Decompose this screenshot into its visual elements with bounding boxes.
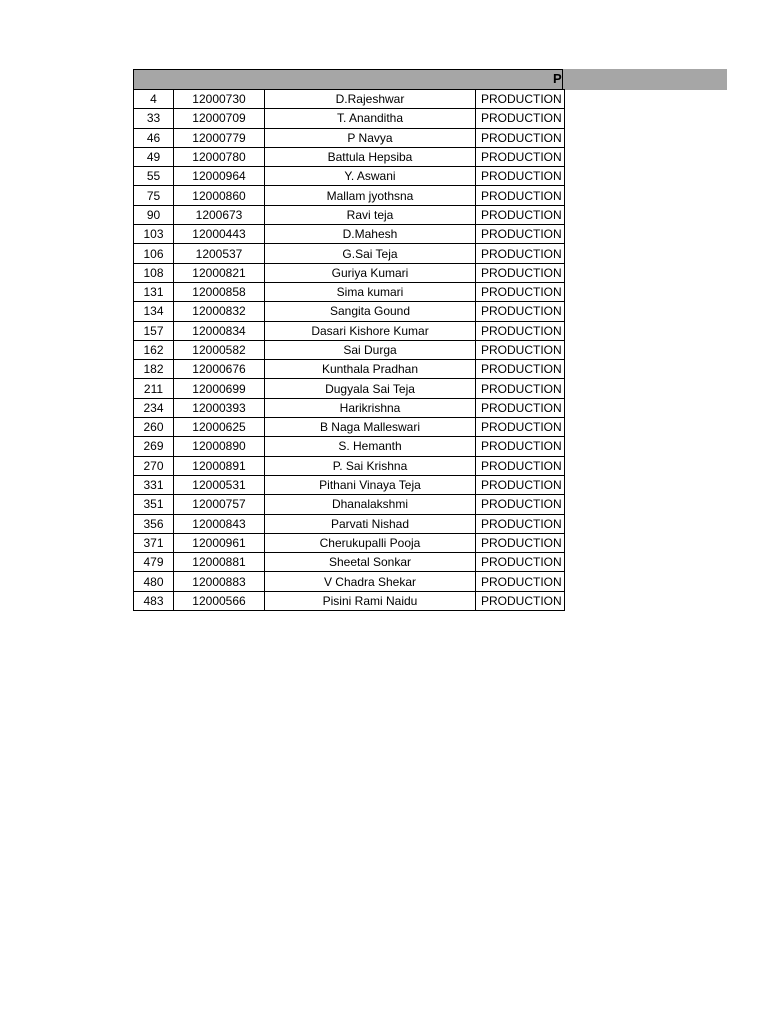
department-cell: PRODUCTION	[476, 340, 565, 359]
employee-name-cell: D.Mahesh	[265, 225, 476, 244]
row-number-cell: 33	[134, 109, 174, 128]
row-number-cell: 46	[134, 128, 174, 147]
table-row	[134, 340, 565, 359]
table-row	[134, 572, 565, 591]
employee-id-cell: 12000890	[174, 437, 265, 456]
row-number-cell: 162	[134, 340, 174, 359]
row-number-cell: 234	[134, 398, 174, 417]
row-number-cell: 131	[134, 282, 174, 301]
department-cell: PRODUCTION	[476, 128, 565, 147]
table-row	[134, 321, 565, 340]
employee-name-cell: G.Sai Teja	[265, 244, 476, 263]
table-row	[134, 591, 565, 610]
employee-id-cell: 12000891	[174, 456, 265, 475]
table-body	[134, 90, 565, 611]
employee-name-cell: Sheetal Sonkar	[265, 553, 476, 572]
table-row	[134, 147, 565, 166]
employee-name-cell: P. Sai Krishna	[265, 456, 476, 475]
table-row	[134, 533, 565, 552]
department-cell: PRODUCTION	[476, 186, 565, 205]
department-cell: PRODUCTION	[476, 591, 565, 610]
employee-id-cell: 12000961	[174, 533, 265, 552]
employee-id-cell: 12000443	[174, 225, 265, 244]
row-number-cell: 260	[134, 418, 174, 437]
employee-id-cell: 12000566	[174, 591, 265, 610]
table-row	[134, 225, 565, 244]
employee-id-cell: 12000582	[174, 340, 265, 359]
department-cell: PRODUCTION	[476, 572, 565, 591]
employee-id-cell: 12000393	[174, 398, 265, 417]
employee-name-cell: T. Ananditha	[265, 109, 476, 128]
employee-name-cell: Harikrishna	[265, 398, 476, 417]
employee-name-cell: D.Rajeshwar	[265, 90, 476, 109]
table-row	[134, 244, 565, 263]
employee-id-cell: 12000834	[174, 321, 265, 340]
row-number-cell: 356	[134, 514, 174, 533]
row-number-cell: 479	[134, 553, 174, 572]
department-cell: PRODUCTION	[476, 533, 565, 552]
header-cell	[133, 69, 563, 89]
department-cell: PRODUCTION	[476, 225, 565, 244]
table-row	[134, 456, 565, 475]
row-number-cell: 106	[134, 244, 174, 263]
employee-id-cell: 12000964	[174, 167, 265, 186]
header-text: P	[553, 71, 562, 86]
employee-name-cell: Dhanalakshmi	[265, 495, 476, 514]
table-row	[134, 360, 565, 379]
department-cell: PRODUCTION	[476, 475, 565, 494]
employee-id-cell: 12000860	[174, 186, 265, 205]
row-number-cell: 75	[134, 186, 174, 205]
department-cell: PRODUCTION	[476, 302, 565, 321]
table-row	[134, 418, 565, 437]
employee-name-cell: Sai Durga	[265, 340, 476, 359]
employee-name-cell: Kunthala Pradhan	[265, 360, 476, 379]
department-cell: PRODUCTION	[476, 456, 565, 475]
employee-id-cell: 12000858	[174, 282, 265, 301]
row-number-cell: 55	[134, 167, 174, 186]
table-row	[134, 495, 565, 514]
row-number-cell: 270	[134, 456, 174, 475]
department-cell: PRODUCTION	[476, 379, 565, 398]
employee-id-cell: 12000881	[174, 553, 265, 572]
table-row	[134, 379, 565, 398]
employee-id-cell: 12000699	[174, 379, 265, 398]
employee-name-cell: Sangita Gound	[265, 302, 476, 321]
row-number-cell: 331	[134, 475, 174, 494]
row-number-cell: 90	[134, 205, 174, 224]
department-cell: PRODUCTION	[476, 263, 565, 282]
row-number-cell: 134	[134, 302, 174, 321]
department-cell: PRODUCTION	[476, 360, 565, 379]
employee-name-cell: P Navya	[265, 128, 476, 147]
employee-id-cell: 12000780	[174, 147, 265, 166]
department-cell: PRODUCTION	[476, 109, 565, 128]
employee-name-cell: Y. Aswani	[265, 167, 476, 186]
department-cell: PRODUCTION	[476, 437, 565, 456]
employee-name-cell: Guriya Kumari	[265, 263, 476, 282]
employee-id-cell: 12000709	[174, 109, 265, 128]
department-cell: PRODUCTION	[476, 553, 565, 572]
employee-name-cell: Parvati Nishad	[265, 514, 476, 533]
row-number-cell: 211	[134, 379, 174, 398]
table-row	[134, 302, 565, 321]
table-row	[134, 90, 565, 109]
row-number-cell: 103	[134, 225, 174, 244]
employee-id-cell: 1200673	[174, 205, 265, 224]
employee-name-cell: B Naga Malleswari	[265, 418, 476, 437]
row-number-cell: 480	[134, 572, 174, 591]
row-number-cell: 269	[134, 437, 174, 456]
row-number-cell: 4	[134, 90, 174, 109]
employee-id-cell: 12000625	[174, 418, 265, 437]
table-row	[134, 398, 565, 417]
row-number-cell: 49	[134, 147, 174, 166]
table-row	[134, 437, 565, 456]
employee-name-cell: Ravi teja	[265, 205, 476, 224]
department-cell: PRODUCTION	[476, 495, 565, 514]
employee-id-cell: 12000832	[174, 302, 265, 321]
employee-id-cell: 12000531	[174, 475, 265, 494]
row-number-cell: 108	[134, 263, 174, 282]
employee-id-cell: 12000757	[174, 495, 265, 514]
row-number-cell: 182	[134, 360, 174, 379]
department-cell: PRODUCTION	[476, 167, 565, 186]
employee-name-cell: S. Hemanth	[265, 437, 476, 456]
department-cell: PRODUCTION	[476, 418, 565, 437]
table-row	[134, 128, 565, 147]
employee-name-cell: Sima kumari	[265, 282, 476, 301]
department-cell: PRODUCTION	[476, 398, 565, 417]
table-row	[134, 475, 565, 494]
department-cell: PRODUCTION	[476, 205, 565, 224]
employee-id-cell: 12000821	[174, 263, 265, 282]
department-cell: PRODUCTION	[476, 244, 565, 263]
employee-id-cell: 1200537	[174, 244, 265, 263]
table-row	[134, 186, 565, 205]
table-row	[134, 167, 565, 186]
department-cell: PRODUCTION	[476, 147, 565, 166]
row-number-cell: 351	[134, 495, 174, 514]
department-cell: PRODUCTION	[476, 321, 565, 340]
department-cell: PRODUCTION	[476, 514, 565, 533]
employee-id-cell: 12000730	[174, 90, 265, 109]
employee-name-cell: Battula Hepsiba	[265, 147, 476, 166]
row-number-cell: 157	[134, 321, 174, 340]
employee-name-cell: Mallam jyothsna	[265, 186, 476, 205]
employee-name-cell: V Chadra Shekar	[265, 572, 476, 591]
table-row	[134, 263, 565, 282]
employee-id-cell: 12000843	[174, 514, 265, 533]
employee-id-cell: 12000676	[174, 360, 265, 379]
employee-name-cell: Dugyala Sai Teja	[265, 379, 476, 398]
employee-id-cell: 12000779	[174, 128, 265, 147]
row-number-cell: 483	[134, 591, 174, 610]
department-cell: PRODUCTION	[476, 90, 565, 109]
employee-id-cell: 12000883	[174, 572, 265, 591]
table-row	[134, 205, 565, 224]
employee-name-cell: Cherukupalli Pooja	[265, 533, 476, 552]
employee-name-cell: Pithani Vinaya Teja	[265, 475, 476, 494]
department-cell: PRODUCTION	[476, 282, 565, 301]
table-row	[134, 553, 565, 572]
employee-name-cell: Pisini Rami Naidu	[265, 591, 476, 610]
row-number-cell: 371	[134, 533, 174, 552]
employee-table	[133, 89, 565, 611]
employee-name-cell: Dasari Kishore Kumar	[265, 321, 476, 340]
table-row	[134, 514, 565, 533]
table-row	[134, 109, 565, 128]
table-row	[134, 282, 565, 301]
